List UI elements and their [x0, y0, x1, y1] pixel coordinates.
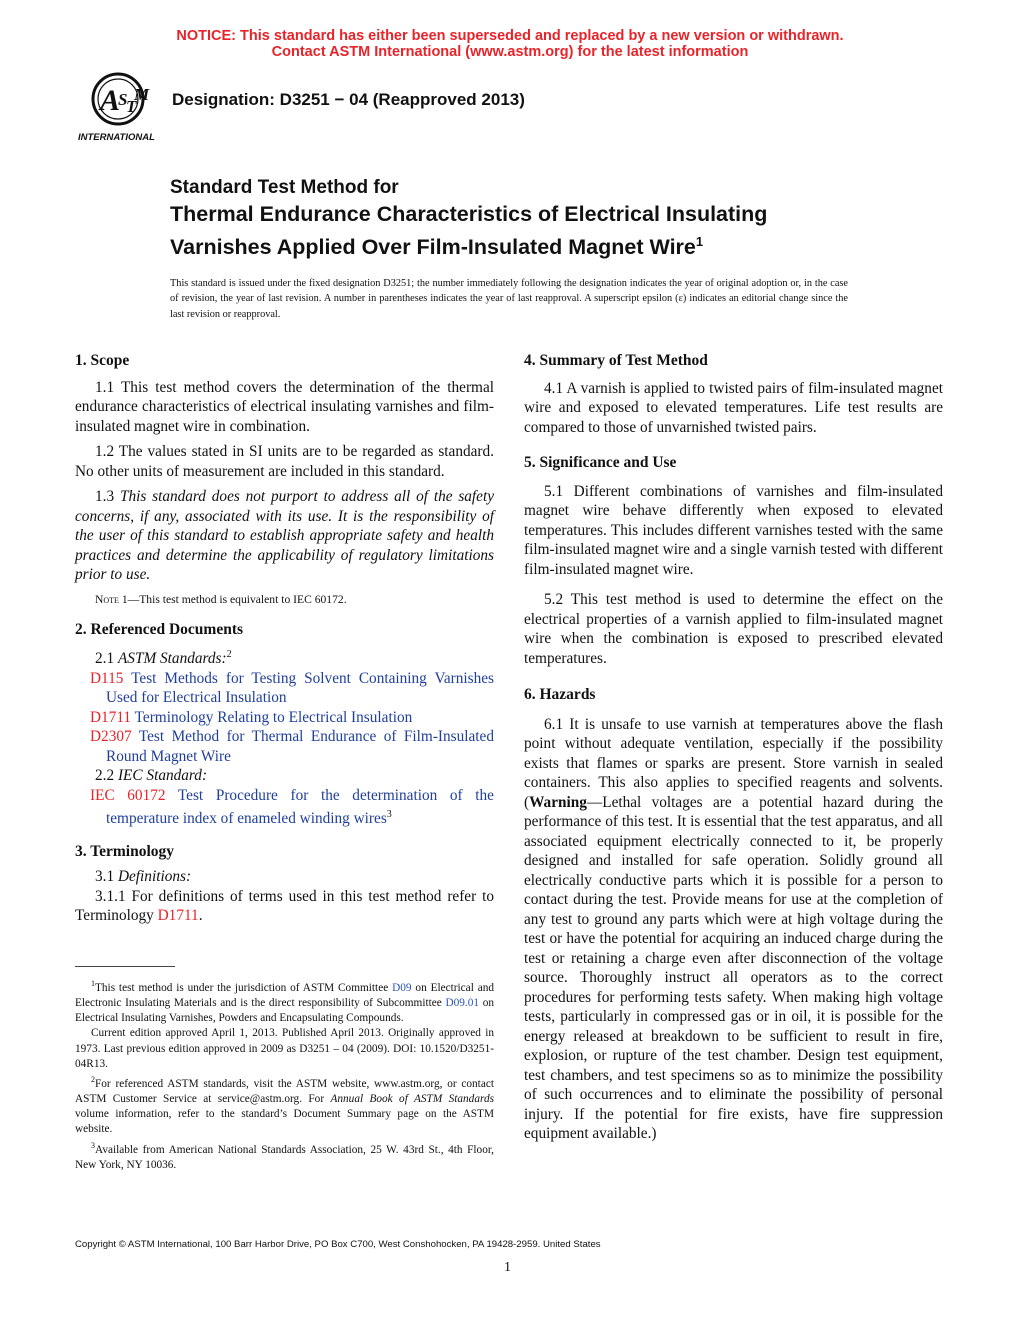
svg-text:A: A: [100, 84, 121, 117]
footnote-2: $^2$For referenced ASTM standards, visit the ASTM website, www.astm.org, or contact ASTM Customer Service at service@astm.org. For Annual Book of ASTM Standards volume information, refer to the standard’s Document Summary page on the ASTM website.: [75, 1074, 495, 1136]
svg-text:T: T: [126, 97, 137, 116]
note-1: Note 1—This test method is equivalent to IEC 60172.: [95, 592, 347, 606]
astm-logo-icon: [74, 72, 164, 144]
section-heading-hazards: 6. Hazards: [524, 686, 596, 703]
title-line-2: Thermal Endurance Characteristics of Electrical Insulating: [170, 202, 768, 226]
footnote-1-edition: Current edition approved April 1, 2013. Published April 2013. Originally approved in 1973. Last previous edition approved in 2009 as D3251 – 04 (2009). DOI: 10.1520/D3251-04R13.: [75, 1027, 494, 1070]
reference-d115[interactable]: D115 Test Methods for Testing Solvent Containing Varnishes Used for Electrical Insulation: [90, 669, 494, 707]
link-d09-01[interactable]: D09.01: [445, 996, 480, 1009]
designation: Designation: D3251 − 04 (Reapproved 2013): [172, 90, 525, 109]
paragraph-2-2: 2.2 IEC Standard:: [95, 767, 208, 785]
title-line-3: Varnishes Applied Over Film-Insulated Magnet Wire$^1$: [170, 234, 704, 260]
paragraph-5-2: 5.2 This test method is used to determine the effect on the electrical properties of a varnish applied to film-insulated magnet wire when the combination is exposed to prescribed elevated temperatures.: [524, 591, 943, 667]
section-heading-referenced-documents: 2. Referenced Documents: [75, 620, 244, 638]
notice-line-2: Contact ASTM International (www.astm.org) for the latest information: [271, 44, 749, 60]
document-title: [170, 175, 890, 261]
paragraph-5-1: 5.1 Different combinations of varnishes and film-insulated magnet wire behave differently when exposed to elevated temperatures. This includes different varnishes tested with the same film-insulated magnet wire and a single varnish tested with different film-insulated magnet wire.: [524, 482, 943, 578]
footnote-rule: [75, 966, 175, 967]
paragraph-6-1: 6.1 It is unsafe to use varnish at temperatures above the flash point without adequate ventilation, especially if the possibility exists that flames or sparks are present. Store varnish in sealed containers. This also applies to specified reagents and solvents. (Warning—Lethal voltages are a potential hazard during the performance of this test. It is essential that the test apparatus, and all associated equipment electrically connected to it, be properly designed and installed for safe operation. Solidly ground all electrically conductive parts which it is possible for a person to contact during the test. Provide means for use at the completion of any test to ground any parts which were at high voltage during the test or have the potential for acquiring an induced charge during the test or retaining a charge even after disconnection of the voltage source. Thoroughly instruct all operators as to the correct procedures for performing tests safety. When making high voltage tests, particularly in compressed gas or in oil, it is possible for the energy released at breakdown to be sufficient to result in fire, explosion, or rupture of the test chamber. Design test equipment, test chambers, and test specimens so as to minimize the possibility of such occurrences and to eliminate the possibility of personal injury. If the potential for fire exists, have fire suppression equipment available.): [524, 715, 943, 1142]
paragraph-1-2: 1.2 The values stated in SI units are to be regarded as standard. No other units of measurement are included in this standard.: [75, 443, 494, 480]
section-heading-significance: 5. Significance and Use: [524, 454, 677, 471]
section-heading-summary: 4. Summary of Test Method: [524, 352, 708, 369]
reference-d1711[interactable]: D1711 Terminology Relating to Electrical Insulation: [90, 708, 413, 726]
section-heading-terminology: 3. Terminology: [75, 842, 175, 860]
reference-iec-60172[interactable]: IEC 60172 Test Procedure for the determination of the temperature index of enameled winding wires$^3$: [90, 786, 494, 828]
footnote-1: $^1$This test method is under the jurisdiction of ASTM Committee D09 on Electrical and Electronic Insulating Materials and is the direct responsibility of Subcommittee D09.01 on Electrical Insulating Varnishes, Powders and Encapsulating Compounds.: [75, 979, 495, 1025]
logo-international-text: INTERNATIONAL: [78, 132, 155, 143]
paragraph-1-3: 1.3 This standard does not purport to address all of the safety concerns, if any, associated with its use. It is the responsibility of the user of this standard to establish appropriate safety and health practices and determine the applicability of regulatory limitations prior to use.: [75, 488, 495, 583]
copyright: Copyright © ASTM International, 100 Barr Harbor Drive, PO Box C700, West Conshohocken, PA 19428-2959. United States: [75, 1239, 601, 1250]
page-number: 1: [504, 1260, 511, 1275]
svg-text:M: M: [134, 85, 150, 104]
issuance-statement: This standard is issued under the fixed designation D3251; the number immediately following the designation indicates the year of original adoption or, in the case of revision, the year of last revision. A number in parentheses indicates the year of last reapproval. A superscript epsilon (ε) indicates an editorial change since the last revision or reapproval.: [170, 278, 848, 320]
reference-d2307[interactable]: D2307 Test Method for Thermal Endurance of Film-Insulated Round Magnet Wire: [90, 728, 494, 765]
right-column: [524, 351, 943, 1144]
paragraph-3-1-1: 3.1.1 For definitions of terms used in this test method refer to Terminology D1711.: [75, 887, 494, 925]
footnotes: [75, 976, 494, 1173]
svg-text:S: S: [118, 90, 128, 109]
withdrawal-notice: [0, 28, 1020, 60]
left-column: [75, 351, 494, 926]
astm-logo: [74, 72, 164, 144]
title-footnote-marker: 1: [695, 234, 704, 249]
link-d09[interactable]: D09: [392, 981, 412, 994]
section-heading-scope: 1. Scope: [75, 352, 130, 369]
paragraph-2-1: 2.1 ASTM Standards:$^2$: [95, 649, 232, 668]
paragraph-4-1: 4.1 A varnish is applied to twisted pairs of film-insulated magnet wire and exposed to elevated temperatures. Life test results are compared to those of unvarnished twisted pairs.: [524, 379, 943, 436]
footnote-3: $^3$Available from American National Standards Association, 25 W. 43rd St., 4th Floor, New York, NY 10036.: [75, 1140, 494, 1171]
paragraph-1-1: 1.1 This test method covers the determination of the thermal endurance characteristics of electrical insulating varnishes and film-insulated magnet wire in combination.: [75, 378, 494, 435]
title-line-1: Standard Test Method for: [170, 177, 399, 198]
paragraph-3-1: 3.1 Definitions:: [95, 868, 192, 886]
link-d1711[interactable]: D1711: [157, 907, 199, 925]
notice-line-1: NOTICE: This standard has either been superseded and replaced by a new version or withdrawn.: [176, 28, 844, 44]
